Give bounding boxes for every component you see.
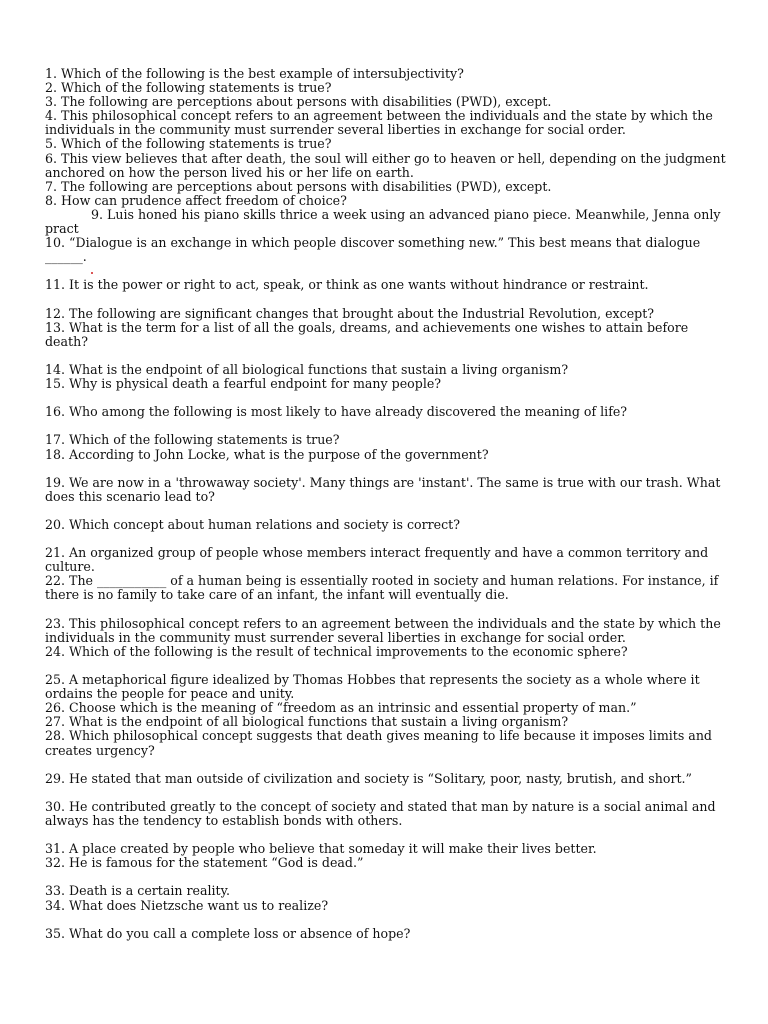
question-number: 1. — [45, 66, 58, 81]
question-text: Death is a certain reality. — [69, 883, 231, 899]
question-text: Luis honed his piano skills thrice a week using an advanced piano piece. Meanwhile, Jenna only pract — [45, 206, 721, 237]
question-number: 3. — [45, 94, 58, 110]
question-item — [45, 307, 727, 321]
question-text: The following are significant changes that brought about the Industrial Revolution, except? — [69, 305, 655, 321]
question-item — [45, 518, 727, 532]
question-text: Which of the following is the best example of intersubjectivity? — [61, 66, 464, 81]
question-item — [45, 927, 727, 941]
question-text: The following are perceptions about persons with disabilities (PWD), except. — [61, 178, 552, 194]
question-number: 15. — [45, 376, 66, 392]
question-item — [45, 617, 727, 645]
question-item — [45, 321, 727, 349]
question-text: Which of the following is the result of technical improvements to the economic sphere? — [69, 643, 628, 659]
question-number: 21. — [45, 545, 66, 561]
question-text: Why is physical death a fearful endpoint for many people? — [69, 376, 442, 392]
question-text: A place created by people who believe that someday it will make their lives better. — [69, 841, 597, 857]
question-text: It is the power or right to act, speak, or think as one wants without hindrance or restraint. — [69, 277, 649, 293]
question-number: 28. — [45, 728, 66, 744]
question-number: 20. — [45, 517, 66, 532]
question-text: The ___________ of a human being is essentially rooted in society and human relations. For instance, if there is no family to take care of an infant, the infant will eventually die. — [45, 573, 719, 603]
question-text: We are now in a 'throwaway society'. Many things are 'instant'. The same is true with our trash. What does this scenario lead to? — [45, 474, 721, 504]
question-number: 31. — [45, 841, 66, 857]
question-text: The following are perceptions about persons with disabilities (PWD), except. — [61, 94, 552, 110]
question-text: What is the term for a list of all the goals, dreams, and achievements one wishes to attain before death? — [45, 319, 689, 349]
question-number: 5. — [45, 136, 58, 152]
question-item — [45, 208, 727, 236]
question-text: Which of the following statements is true? — [61, 136, 332, 152]
question-text: Choose which is the meaning of “freedom as an intrinsic and essential property of man.” — [69, 700, 637, 716]
question-item — [45, 715, 727, 729]
question-text: This view believes that after death, the soul will either go to heaven or hell, depending on the judgment anchored on how the person lived his or her life on earth. — [45, 150, 726, 180]
question-text: He is famous for the statement “God is dead.” — [69, 855, 364, 871]
stray-red-mark — [91, 272, 93, 274]
question-text: According to John Locke, what is the purpose of the government? — [69, 446, 489, 462]
question-item — [45, 546, 727, 574]
question-text: Who among the following is most likely to have already discovered the meaning of life? — [69, 404, 628, 420]
question-text: This philosophical concept refers to an agreement between the individuals and the state by which the individuals in the community must surrender several liberties in exchange for social order. — [45, 615, 721, 645]
question-item — [45, 729, 727, 757]
question-number: 18. — [45, 446, 66, 462]
question-number: 29. — [45, 770, 66, 786]
question-number: 16. — [45, 404, 66, 420]
question-text: Which of the following statements is true? — [69, 432, 340, 448]
question-text: “Dialogue is an exchange in which people discover something new.” This best means that dialogue ______. — [45, 235, 701, 265]
question-item — [45, 236, 727, 264]
question-item — [45, 180, 727, 194]
question-number: 26. — [45, 700, 66, 716]
question-number: 25. — [45, 672, 66, 688]
question-number: 2. — [45, 80, 58, 96]
question-number: 19. — [45, 474, 66, 490]
question-list — [45, 67, 727, 941]
question-item — [45, 856, 727, 870]
question-item — [45, 448, 727, 462]
question-item — [45, 899, 727, 913]
question-text: What does Nietzsche want us to realize? — [69, 897, 329, 913]
question-number: 27. — [45, 714, 66, 730]
question-number: 4. — [45, 108, 58, 124]
question-text: He stated that man outside of civilization and society is “Solitary, poor, nasty, brutish, and short.” — [69, 770, 692, 786]
question-number: 10. — [45, 235, 66, 251]
question-text: What is the endpoint of all biological functions that sustain a living organism? — [69, 714, 569, 730]
question-item — [45, 137, 727, 151]
question-item — [45, 574, 727, 602]
question-number: 9. — [91, 206, 104, 222]
question-number: 14. — [45, 361, 66, 377]
question-item — [45, 95, 727, 109]
question-item — [45, 673, 727, 701]
question-number: 12. — [45, 305, 66, 321]
question-item — [45, 645, 727, 659]
question-item — [45, 67, 727, 81]
question-number: 30. — [45, 798, 66, 814]
question-item — [45, 278, 727, 292]
question-item — [45, 363, 727, 377]
question-number: 11. — [45, 277, 66, 293]
question-item — [45, 377, 727, 391]
question-item — [45, 800, 727, 828]
question-item — [45, 772, 727, 786]
question-item — [45, 152, 727, 180]
question-text: What is the endpoint of all biological functions that sustain a living organism? — [69, 361, 569, 377]
question-number: 17. — [45, 432, 66, 448]
question-number: 7. — [45, 178, 58, 194]
question-number: 33. — [45, 883, 66, 899]
question-text: Which philosophical concept suggests that death gives meaning to life because it imposes limits and creates urgency? — [45, 728, 712, 758]
question-number: 8. — [45, 192, 58, 208]
question-text: Which of the following statements is true? — [61, 80, 332, 96]
question-text: What do you call a complete loss or absence of hope? — [69, 925, 411, 941]
question-item — [45, 884, 727, 898]
question-number: 32. — [45, 855, 66, 871]
question-text: Which concept about human relations and society is correct? — [69, 517, 460, 532]
question-item — [45, 109, 727, 137]
question-item — [45, 194, 727, 208]
question-item — [45, 701, 727, 715]
question-number: 34. — [45, 897, 66, 913]
question-text: He contributed greatly to the concept of society and stated that man by nature is a social animal and always has the tendency to establish bonds with others. — [45, 798, 716, 828]
question-number: 23. — [45, 615, 66, 631]
question-item — [45, 433, 727, 447]
question-text: How can prudence affect freedom of choice? — [61, 192, 347, 208]
question-item — [45, 476, 727, 504]
question-number: 13. — [45, 319, 66, 335]
question-text: This philosophical concept refers to an agreement between the individuals and the state by which the individuals in the community must surrender several liberties in exchange for social order. — [45, 108, 713, 138]
question-number: 35. — [45, 925, 66, 941]
question-item — [45, 405, 727, 419]
question-text: An organized group of people whose members interact frequently and have a common territory and culture. — [45, 545, 709, 575]
question-item — [45, 81, 727, 95]
question-number: 22. — [45, 573, 66, 589]
question-text: A metaphorical figure idealized by Thomas Hobbes that represents the society as a whole where it ordains the people for peace and unity. — [45, 672, 700, 702]
question-number: 24. — [45, 643, 66, 659]
question-item — [45, 842, 727, 856]
question-number: 6. — [45, 150, 58, 166]
